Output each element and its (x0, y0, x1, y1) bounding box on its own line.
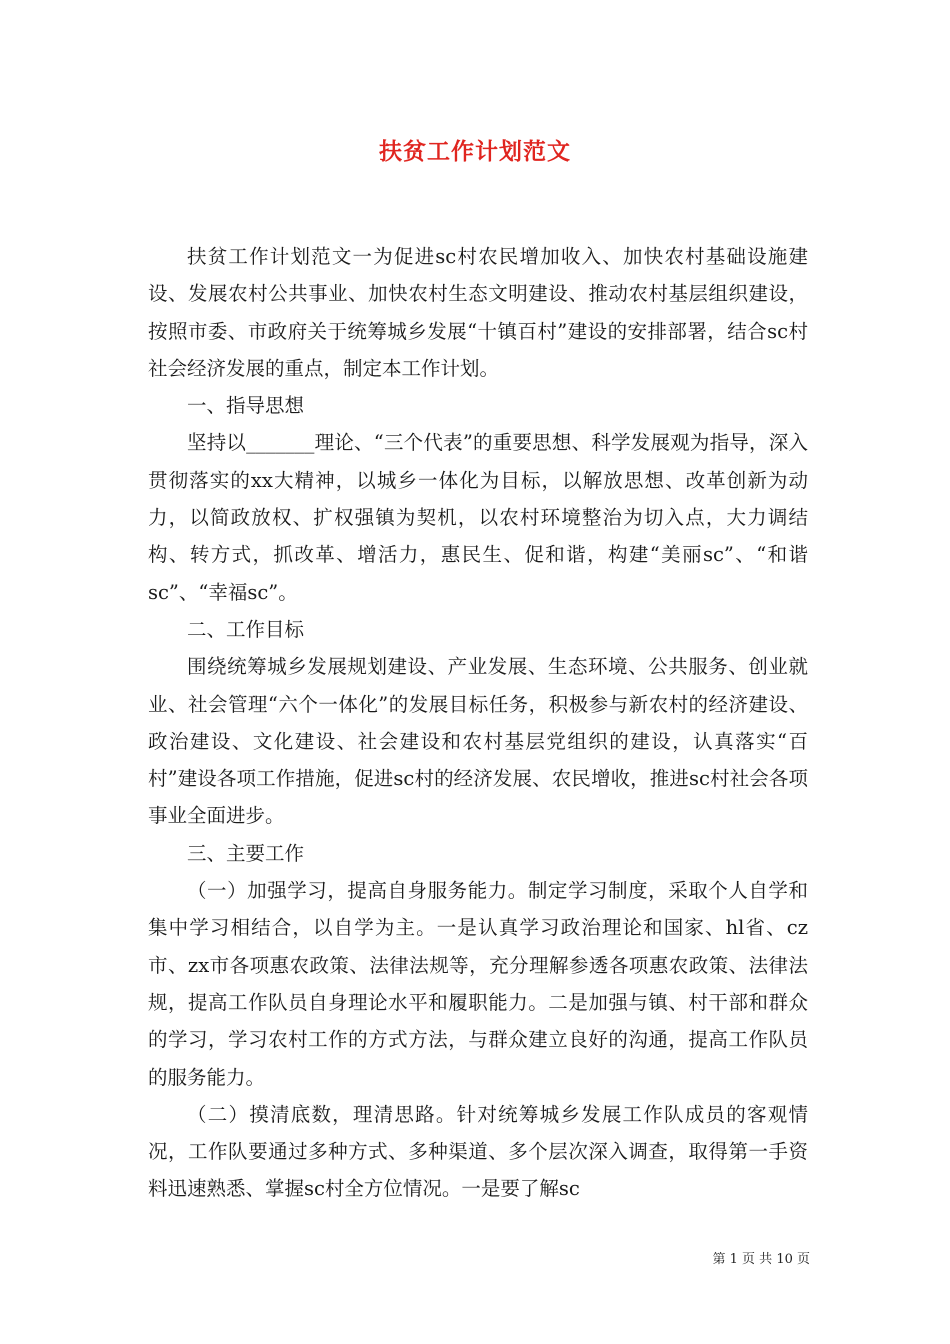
intro-paragraph: 扶贫工作计划范文一为促进sc村农民增加收入、加快农村基础设施建设、发展农村公共事业、加快农村生态文明建设、推动农村基层组织建设，按照市委、市政府关于统筹城乡发展“十镇百村”建设的安排部署，结合sc村社会经济发展的重点，制定本工作计划。 (148, 245, 808, 380)
work-goals-paragraph: 围绕统筹城乡发展规划建设、产业发展、生态环境、公共服务、创业就业、社会管理“六个一体化”的发展目标任务，积极参与新农村的经济建设、政治建设、文化建设、社会建设和农村基层党组织的建设，认真落实“百村”建设各项工作措施，促进sc村的经济发展、农民增收，推进sc村社会各项事业全面进步。 (148, 655, 808, 828)
section-heading-work-goals: 二、工作目标 (187, 617, 305, 641)
main-work-item-1: （一）加强学习，提高自身服务能力。制定学习制度，采取个人自学和集中学习相结合，以自学为主。一是认真学习政治理论和国家、hl省、cz市、zx市各项惠农政策、法律法规等，充分理解参透各项惠农政策、法律法规，提高工作队员自身理论水平和履职能力。二是加强与镇、村干部和群众的学习，学习农村工作的方式方法，与群众建立良好的沟通，提高工作队员的服务能力。 (148, 879, 808, 1089)
section-heading-main-work: 三、主要工作 (187, 841, 305, 865)
document-title: 扶贫工作计划范文 (379, 138, 571, 165)
page-footer: 第 1 页 共 10 页 (712, 1252, 810, 1267)
guiding-ideology-paragraph: 坚持以_______理论、“三个代表”的重要思想、科学发展观为指导，深入贯彻落实的xx大精神，以城乡一体化为目标，以解放思想、改革创新为动力，以简政放权、扩权强镇为契机，以农村环境整治为切入点，大力调结构、转方式，抓改革、增活力，惠民生、促和谐，构建“美丽sc”、“和谐sc”、“幸福sc”。 (148, 431, 808, 604)
section-heading-guiding-ideology: 一、指导思想 (187, 394, 305, 418)
document-body (148, 238, 808, 1208)
main-work-item-2: （二）摸清底数，理清思路。针对统筹城乡发展工作队成员的客观情况，工作队要通过多种方式、多种渠道、多个层次深入调查，取得第一手资料迅速熟悉、掌握sc村全方位情况。一是要了解sc (148, 1102, 808, 1201)
